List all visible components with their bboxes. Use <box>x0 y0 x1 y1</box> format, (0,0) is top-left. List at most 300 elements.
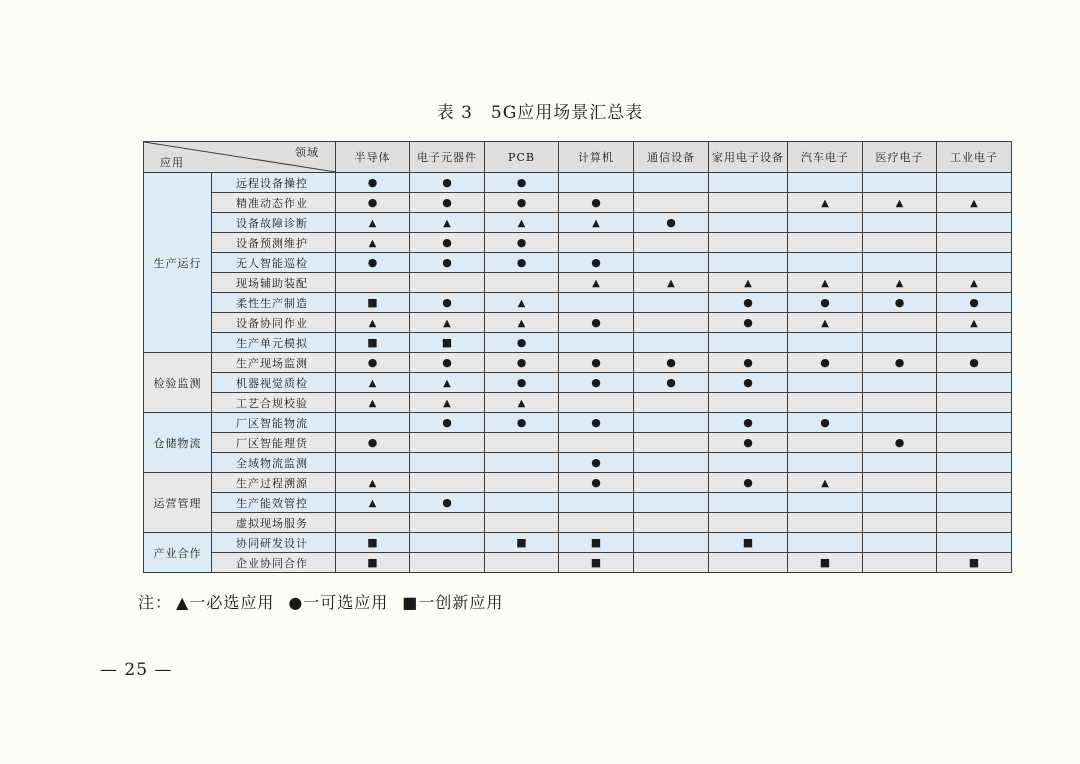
mark-cell <box>709 273 788 293</box>
circle-icon: ● <box>442 196 452 209</box>
circle-icon: ● <box>666 356 676 369</box>
square-icon: ■ <box>367 536 378 549</box>
mark-cell <box>709 433 788 453</box>
table-row <box>144 473 1012 493</box>
circle-icon: ● <box>516 256 527 269</box>
triangle-icon: ▲ <box>517 298 526 309</box>
square-icon: ■ <box>968 556 980 569</box>
table-row <box>144 453 1012 473</box>
group-label: 检验监测 <box>144 353 212 413</box>
triangle-icon: ▲ <box>970 318 978 329</box>
mark-cell <box>788 533 863 553</box>
mark-cell <box>485 413 559 433</box>
mark-cell <box>863 433 937 453</box>
mark-cell <box>485 553 559 573</box>
header-corner <box>144 142 336 173</box>
square-icon: ■ <box>590 536 602 549</box>
table-row <box>144 533 1012 553</box>
mark-cell <box>336 513 410 533</box>
circle-icon: ● <box>969 356 979 369</box>
application-name: 厂区智能理货 <box>212 433 336 453</box>
mark-cell <box>863 533 937 553</box>
mark-cell <box>937 373 1012 393</box>
mark-cell <box>485 433 559 453</box>
mark-cell <box>937 473 1012 493</box>
circle-icon: ● <box>591 376 601 389</box>
triangle-icon: ▲ <box>667 278 675 289</box>
triangle-icon: ▲ <box>970 278 978 289</box>
circle-icon: ● <box>442 256 452 269</box>
mark-cell <box>634 233 709 253</box>
circle-icon: ● <box>894 356 905 369</box>
circle-icon: ● <box>591 356 601 369</box>
mark-cell <box>788 253 863 273</box>
mark-cell <box>559 393 634 413</box>
square-icon: ■ <box>590 556 602 569</box>
mark-cell <box>559 413 634 433</box>
mark-cell <box>709 353 788 373</box>
triangle-icon: ▲ <box>368 318 377 329</box>
mark-cell <box>788 413 863 433</box>
mark-cell <box>336 533 410 553</box>
mark-cell <box>559 273 634 293</box>
application-name: 远程设备操控 <box>212 173 336 193</box>
mark-cell <box>559 173 634 193</box>
square-icon: ■ <box>367 336 378 349</box>
group-label: 运营管理 <box>144 473 212 533</box>
mark-cell <box>559 193 634 213</box>
application-name: 柔性生产制造 <box>212 293 336 313</box>
circle-icon: ● <box>743 296 753 309</box>
triangle-icon: ▲ <box>368 398 377 409</box>
column-header: 电子元器件 <box>410 142 485 173</box>
mark-cell <box>634 293 709 313</box>
square-icon: ■ <box>819 556 831 569</box>
mark-cell <box>634 433 709 453</box>
mark-cell <box>410 393 485 413</box>
mark-cell <box>709 313 788 333</box>
mark-cell <box>336 353 410 373</box>
legend-innovative: ■一创新应用 <box>402 593 504 612</box>
square-icon: ■ <box>367 556 378 569</box>
mark-cell <box>937 453 1012 473</box>
circle-icon: ● <box>516 176 527 189</box>
circle-icon: ● <box>516 236 527 249</box>
mark-cell <box>485 193 559 213</box>
application-name: 机器视觉质检 <box>212 373 336 393</box>
mark-cell <box>709 373 788 393</box>
mark-cell <box>336 493 410 513</box>
mark-cell <box>937 313 1012 333</box>
mark-cell <box>485 513 559 533</box>
mark-cell <box>937 273 1012 293</box>
table-row <box>144 173 1012 193</box>
square-icon: ■ <box>516 536 527 549</box>
triangle-icon: ▲ <box>970 198 978 209</box>
circle-icon: ● <box>743 476 753 489</box>
group-label: 仓储物流 <box>144 413 212 473</box>
square-icon: ■ <box>367 296 378 309</box>
mark-cell <box>788 493 863 513</box>
circle-icon: ● <box>442 296 452 309</box>
mark-cell <box>485 273 559 293</box>
application-name: 全域物流监测 <box>212 453 336 473</box>
mark-cell <box>634 213 709 233</box>
triangle-icon: ▲ <box>368 378 377 389</box>
mark-cell <box>410 313 485 333</box>
mark-cell <box>788 373 863 393</box>
circle-icon: ● <box>367 256 378 269</box>
legend-optional: ●一可选应用 <box>288 593 389 612</box>
circle-icon: ● <box>820 296 830 309</box>
mark-cell <box>788 233 863 253</box>
triangle-icon: ▲ <box>443 398 451 409</box>
mark-cell <box>788 173 863 193</box>
circle-icon: ● <box>591 256 601 269</box>
triangle-icon: ▲ <box>443 378 451 389</box>
mark-cell <box>410 273 485 293</box>
mark-cell <box>410 533 485 553</box>
mark-cell <box>863 253 937 273</box>
circle-icon: ● <box>743 316 753 329</box>
application-name: 厂区智能物流 <box>212 413 336 433</box>
mark-cell <box>485 293 559 313</box>
mark-cell <box>709 173 788 193</box>
mark-cell <box>788 473 863 493</box>
mark-cell <box>634 353 709 373</box>
mark-cell <box>863 213 937 233</box>
mark-cell <box>336 313 410 333</box>
mark-cell <box>937 253 1012 273</box>
mark-cell <box>863 493 937 513</box>
mark-cell <box>485 213 559 233</box>
mark-cell <box>559 213 634 233</box>
mark-cell <box>788 433 863 453</box>
mark-cell <box>559 373 634 393</box>
mark-cell <box>410 413 485 433</box>
legend-required: ▲一必选应用 <box>176 593 275 612</box>
mark-cell <box>336 193 410 213</box>
mark-cell <box>336 293 410 313</box>
mark-cell <box>634 373 709 393</box>
mark-cell <box>634 553 709 573</box>
mark-cell <box>788 513 863 533</box>
table-row <box>144 513 1012 533</box>
mark-cell <box>788 193 863 213</box>
mark-cell <box>937 413 1012 433</box>
mark-cell <box>559 553 634 573</box>
mark-cell <box>410 213 485 233</box>
table-row <box>144 193 1012 213</box>
circle-icon: ● <box>516 416 527 429</box>
mark-cell <box>709 393 788 413</box>
mark-cell <box>634 173 709 193</box>
mark-cell <box>336 253 410 273</box>
triangle-icon: ▲ <box>517 398 526 409</box>
mark-cell <box>709 233 788 253</box>
mark-cell <box>709 213 788 233</box>
mark-cell <box>788 273 863 293</box>
mark-cell <box>559 353 634 373</box>
mark-cell <box>634 513 709 533</box>
circle-icon: ● <box>591 416 601 429</box>
mark-cell <box>937 333 1012 353</box>
circle-icon: ● <box>591 316 601 329</box>
application-name: 设备故障诊断 <box>212 213 336 233</box>
mark-cell <box>788 553 863 573</box>
mark-cell <box>410 453 485 473</box>
table-row <box>144 313 1012 333</box>
triangle-icon: ▲ <box>592 218 600 229</box>
column-header: 家用电子设备 <box>709 142 788 173</box>
mark-cell <box>863 293 937 313</box>
circle-icon: ● <box>516 356 527 369</box>
table-row <box>144 253 1012 273</box>
circle-icon: ● <box>666 216 676 229</box>
application-name: 生产现场监测 <box>212 353 336 373</box>
mark-cell <box>410 333 485 353</box>
triangle-icon: ▲ <box>368 218 377 229</box>
table-row <box>144 353 1012 373</box>
application-name: 生产单元模拟 <box>212 333 336 353</box>
column-header: 医疗电子 <box>863 142 937 173</box>
mark-cell <box>410 373 485 393</box>
mark-cell <box>863 413 937 433</box>
mark-cell <box>709 413 788 433</box>
column-header: 半导体 <box>336 142 410 173</box>
circle-icon: ● <box>591 476 601 489</box>
table-row <box>144 393 1012 413</box>
table-row <box>144 493 1012 513</box>
column-header: 汽车电子 <box>788 142 863 173</box>
mark-cell <box>485 493 559 513</box>
application-name: 生产过程溯源 <box>212 473 336 493</box>
circle-icon: ● <box>516 336 527 349</box>
mark-cell <box>788 213 863 233</box>
mark-cell <box>336 473 410 493</box>
mark-cell <box>559 533 634 553</box>
mark-cell <box>863 313 937 333</box>
column-header: PCB <box>485 142 559 173</box>
table-row <box>144 373 1012 393</box>
mark-cell <box>336 173 410 193</box>
page-number: — 25 — <box>100 660 173 680</box>
mark-cell <box>937 213 1012 233</box>
mark-cell <box>336 373 410 393</box>
application-name: 协同研发设计 <box>212 533 336 553</box>
mark-cell <box>559 233 634 253</box>
application-name: 生产能效管控 <box>212 493 336 513</box>
mark-cell <box>937 513 1012 533</box>
corner-label-domain: 领域 <box>295 146 319 159</box>
mark-cell <box>863 393 937 413</box>
mark-cell <box>559 433 634 453</box>
mark-cell <box>863 333 937 353</box>
circle-icon: ● <box>969 296 979 309</box>
circle-icon: ● <box>820 356 830 369</box>
triangle-icon: ▲ <box>821 318 829 329</box>
mark-cell <box>336 273 410 293</box>
mark-cell <box>709 253 788 273</box>
mark-cell <box>559 253 634 273</box>
mark-cell <box>634 413 709 433</box>
application-name: 设备预测维护 <box>212 233 336 253</box>
circle-icon: ● <box>442 416 452 429</box>
mark-cell <box>634 453 709 473</box>
mark-cell <box>336 393 410 413</box>
circle-icon: ● <box>516 376 527 389</box>
mark-cell <box>937 193 1012 213</box>
mark-cell <box>410 173 485 193</box>
mark-cell <box>336 453 410 473</box>
mark-cell <box>937 393 1012 413</box>
mark-cell <box>559 493 634 513</box>
mark-cell <box>709 493 788 513</box>
triangle-icon: ▲ <box>821 278 829 289</box>
mark-cell <box>559 513 634 533</box>
mark-cell <box>863 473 937 493</box>
application-name: 设备协同作业 <box>212 313 336 333</box>
mark-cell <box>485 373 559 393</box>
triangle-icon: ▲ <box>368 498 377 509</box>
table-row <box>144 213 1012 233</box>
mark-cell <box>709 473 788 493</box>
mark-cell <box>937 353 1012 373</box>
circle-icon: ● <box>367 356 378 369</box>
application-name: 现场辅助装配 <box>212 273 336 293</box>
mark-cell <box>634 473 709 493</box>
mark-cell <box>485 453 559 473</box>
triangle-icon: ▲ <box>592 278 600 289</box>
mark-cell <box>410 513 485 533</box>
mark-cell <box>863 193 937 213</box>
circle-icon: ● <box>367 436 378 449</box>
mark-cell <box>788 313 863 333</box>
mark-cell <box>410 553 485 573</box>
circle-icon: ● <box>442 496 452 509</box>
mark-cell <box>485 353 559 373</box>
circle-icon: ● <box>367 176 378 189</box>
table-row <box>144 333 1012 353</box>
mark-cell <box>863 373 937 393</box>
legend-prefix: 注： <box>138 593 173 612</box>
column-header: 通信设备 <box>634 142 709 173</box>
application-name: 虚拟现场服务 <box>212 513 336 533</box>
table-row <box>144 433 1012 453</box>
circle-icon: ● <box>743 356 753 369</box>
mark-cell <box>559 453 634 473</box>
mark-cell <box>937 493 1012 513</box>
mark-cell <box>336 233 410 253</box>
mark-cell <box>634 313 709 333</box>
circle-icon: ● <box>591 196 601 209</box>
mark-cell <box>788 453 863 473</box>
mark-cell <box>634 273 709 293</box>
mark-cell <box>410 473 485 493</box>
application-name: 企业协同合作 <box>212 553 336 573</box>
mark-cell <box>788 353 863 373</box>
mark-cell <box>485 473 559 493</box>
triangle-icon: ▲ <box>821 198 829 209</box>
mark-cell <box>634 493 709 513</box>
mark-cell <box>709 293 788 313</box>
mark-cell <box>634 333 709 353</box>
mark-cell <box>336 213 410 233</box>
mark-cell <box>336 553 410 573</box>
mark-cell <box>410 493 485 513</box>
triangle-icon: ▲ <box>895 278 904 289</box>
mark-cell <box>485 533 559 553</box>
circle-icon: ● <box>442 236 452 249</box>
mark-cell <box>559 473 634 493</box>
mark-cell <box>336 333 410 353</box>
mark-cell <box>634 193 709 213</box>
circle-icon: ● <box>743 376 753 389</box>
circle-icon: ● <box>666 376 676 389</box>
group-label: 产业合作 <box>144 533 212 573</box>
mark-cell <box>709 333 788 353</box>
mark-cell <box>634 393 709 413</box>
mark-cell <box>937 293 1012 313</box>
mark-cell <box>788 333 863 353</box>
mark-cell <box>709 533 788 553</box>
circle-icon: ● <box>516 196 527 209</box>
mark-cell <box>336 433 410 453</box>
circle-icon: ● <box>743 436 753 449</box>
triangle-icon: ▲ <box>821 478 829 489</box>
mark-cell <box>336 413 410 433</box>
triangle-icon: ▲ <box>443 318 451 329</box>
mark-cell <box>634 533 709 553</box>
table-row <box>144 293 1012 313</box>
column-header: 工业电子 <box>937 142 1012 173</box>
triangle-icon: ▲ <box>517 318 526 329</box>
mark-cell <box>410 433 485 453</box>
triangle-icon: ▲ <box>368 238 377 249</box>
legend <box>138 590 517 613</box>
application-name: 无人智能巡检 <box>212 253 336 273</box>
circle-icon: ● <box>442 356 452 369</box>
mark-cell <box>485 253 559 273</box>
mark-cell <box>410 193 485 213</box>
triangle-icon: ▲ <box>517 218 526 229</box>
mark-cell <box>485 233 559 253</box>
triangle-icon: ▲ <box>895 198 904 209</box>
circle-icon: ● <box>894 436 905 449</box>
triangle-icon: ▲ <box>443 218 451 229</box>
mark-cell <box>863 173 937 193</box>
mark-cell <box>559 293 634 313</box>
mark-cell <box>937 553 1012 573</box>
mark-cell <box>788 293 863 313</box>
mark-cell <box>410 233 485 253</box>
circle-icon: ● <box>367 196 378 209</box>
mark-cell <box>485 313 559 333</box>
application-name: 精准动态作业 <box>212 193 336 213</box>
mark-cell <box>937 173 1012 193</box>
scenario-table <box>143 141 1012 573</box>
mark-cell <box>485 333 559 353</box>
corner-label-application: 应用 <box>160 156 184 169</box>
mark-cell <box>410 293 485 313</box>
mark-cell <box>485 173 559 193</box>
mark-cell <box>937 433 1012 453</box>
table-title: 表 3 5G应用场景汇总表 <box>436 103 644 123</box>
square-icon: ■ <box>742 536 754 549</box>
mark-cell <box>863 353 937 373</box>
triangle-icon: ▲ <box>744 278 752 289</box>
mark-cell <box>863 453 937 473</box>
